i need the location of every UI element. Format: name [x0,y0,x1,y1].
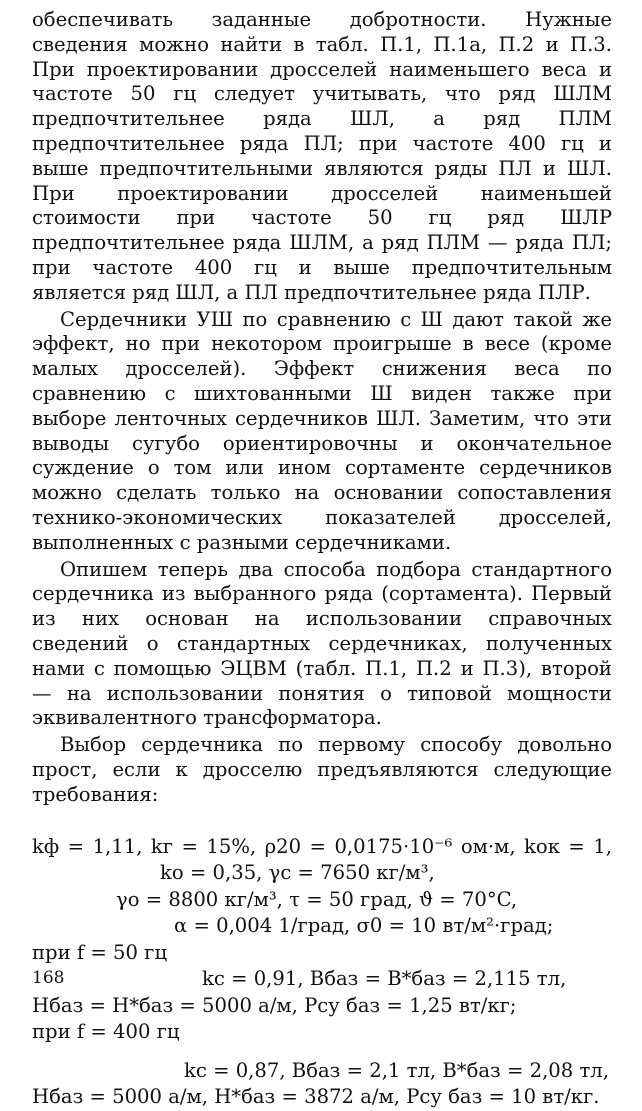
formula-line-3: γо = 8800 кг/м³, τ = 50 град, ϑ = 70°C, [116,887,518,911]
paragraph-1: обеспечивать заданные добротности. Нужные сведения можно найти в табл. П.1, П.1а, П.2 и П.3. При проектировании дросселей наименьшего веса и частоте 50 гц следует учитывать, что ряд ШЛМ предпочтительнее ряда ШЛ, а ряд ПЛМ предпочтительнее ряда ПЛ; при частоте 400 гц и выше предпочтительными являются ряды ПЛ и ШЛ. При проектировании дросселей наименьшей стоимости при частоте 50 гц ряд ШЛР предпочтительнее ряда ШЛМ, а ряд ПЛМ — ряда ПЛ; при частоте 400 гц и выше предпочтительным является ряд ШЛ, а ПЛ предпочтительнее ряда ПЛР. [32,8,612,304]
formula-condition-50hz: при f = 50 гц [32,940,168,964]
paragraph-4: Выбор сердечника по первому способу довольно прост, если к дросселю предъявляются следующие требования: [32,733,612,806]
formula-block [32,834,612,1111]
formula-line-4: α = 0,004 1/град, σ0 = 10 вт/м²·град; [174,914,554,937]
formula-line-1: kф = 1,11, kг = 15%, ρ20 = 0,0175·10⁻⁶ ом·м, kок = 1, [32,834,612,858]
page-number: 168 [32,968,65,988]
paragraph-3: Опишем теперь два способа подбора стандартного сердечника из выбранного ряда (сортамента). Первый из них основан на использовании справочных сведений о стандартных сердечниках, полученных нами с помощью ЭЦВМ (табл. П.1, П.2 и П.3), второй — на использовании понятия о типовой мощности эквивалентного трансформатора. [32,557,612,730]
formula-condition-400hz: при f = 400 гц [32,1020,180,1043]
formula-line-5: kс = 0,91, Bбаз = B*баз = 2,115 тл, [202,967,567,990]
formula-line-2: kо = 0,35, γс = 7650 кг/м³, [160,861,435,884]
paragraph-2: Сердечники УШ по сравнению с Ш дают такой же эффект, но при некотором проигрыше в весе (кроме малых дросселей). Эффект снижения веса по сравнению с шихтованными Ш виден также при выборе ленточных сердечников ШЛ. Заметим, что эти выводы сугубо ориентировочны и окончательное суждение о том или ином сортаменте сердечников можно сделать только на основании сопоставления технико-экономических показателей дросселей, выполненных с разными сердечниками. [32,307,612,554]
formula-line-8: Hбаз = 5000 а/м, H*баз = 3872 а/м, Pсу баз = 10 вт/кг. [32,1085,600,1108]
formula-line-6: Hбаз = H*баз = 5000 а/м, Pсу баз = 1,25 вт/кг; [32,993,517,1017]
formula-line-7: kс = 0,87, Bбаз = 2,1 тл, B*баз = 2,08 тл, [184,1058,609,1082]
